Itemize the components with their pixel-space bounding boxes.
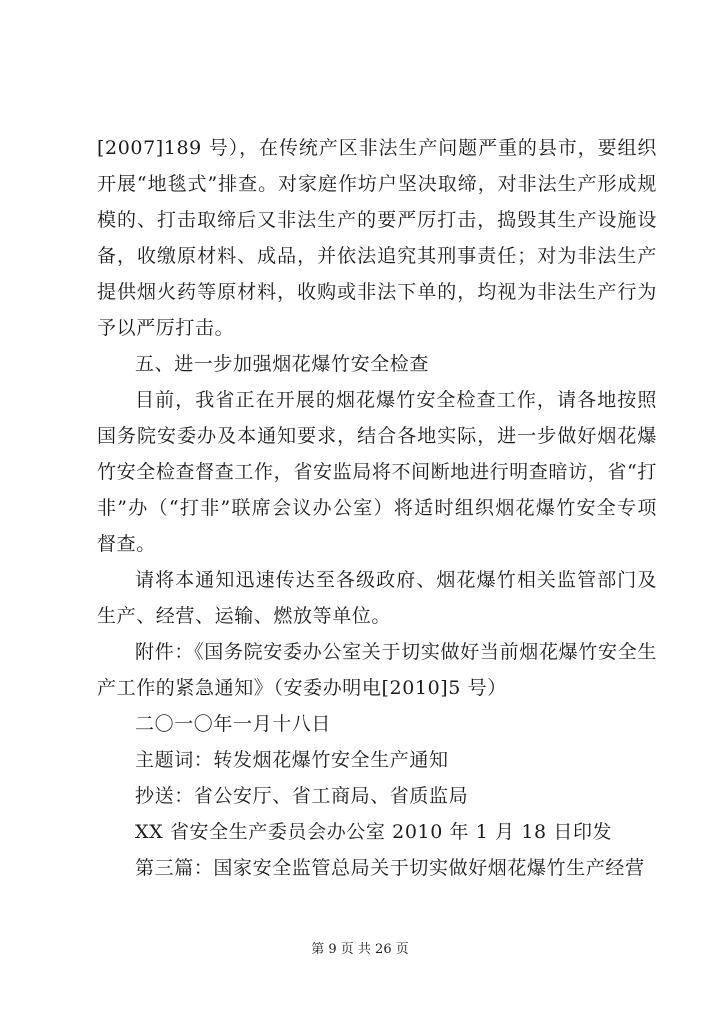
next-article-heading: 第三篇：国家安全监管总局关于切实做好烟花爆竹生产经营 <box>135 857 645 879</box>
paragraph-attachment: 附件：《国务院安委办公室关于切实做好当前烟花爆竹安全生产工作的紧急通知》（安委办明电[2010]5 号） <box>97 641 657 699</box>
cc-recipients: 抄送：省公安厅、省工商局、省质监局 <box>135 785 469 807</box>
section-heading-five: 五、进一步加强烟花爆竹安全检查 <box>135 353 430 375</box>
issuing-office-line: XX 省安全生产委员会办公室 2010 年 1 月 18 日印发 <box>135 821 613 843</box>
paragraph-safety-inspection: 目前，我省正在开展的烟花爆竹安全检查工作，请各地按照国务院安委办及本通知要求，结合各地实际，进一步做好烟花爆竹安全检查督查工作，省安监局将不间断地进行明查暗访，省“打非”办（“打非”联席会议办公室）将适时组织烟花爆竹安全专项督查。 <box>97 389 657 555</box>
paragraph-dissemination-request: 请将本通知迅速传达至各级政府、烟花爆竹相关监管部门及生产、经营、运输、燃放等单位。 <box>97 569 657 627</box>
page-number-footer: 第 9 页 共 26 页 <box>311 942 409 957</box>
document-body <box>97 130 657 886</box>
document-date: 二〇一〇年一月十八日 <box>135 713 332 735</box>
subject-keywords: 主题词：转发烟花爆竹安全生产通知 <box>135 749 449 771</box>
paragraph-crackdown-continuation: [2007]189 号），在传统产区非法生产问题严重的县市，要组织开展“地毯式”排查。对家庭作坊户坚决取缔，对非法生产形成规模的、打击取缔后又非法生产的要严厉打击，捣毁其生产设施设备，收缴原材料、成品，并依法追究其刑事责任；对为非法生产提供烟火药等原材料，收购或非法下单的，均视为非法生产行为予以严厉打击。 <box>97 137 657 339</box>
